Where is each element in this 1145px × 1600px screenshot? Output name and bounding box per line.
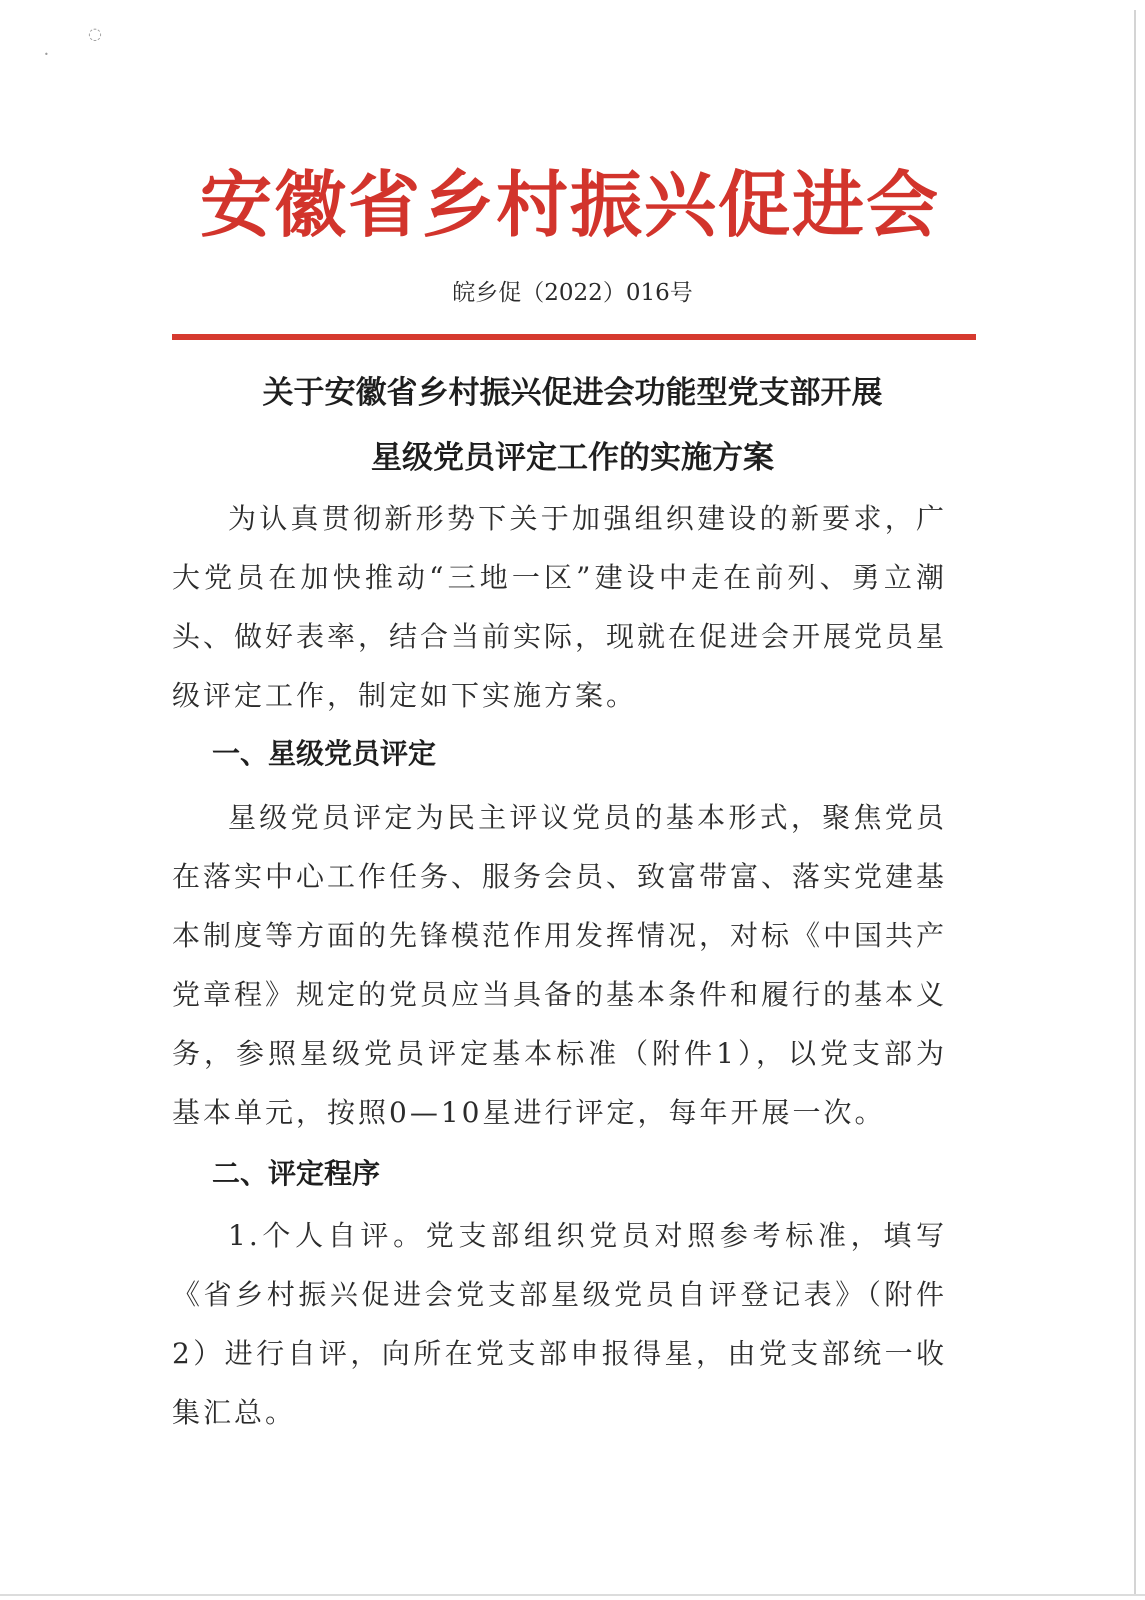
scan-speck-mark: ◌ bbox=[88, 24, 102, 43]
document-title-line-2: 星级党员评定工作的实施方案 bbox=[371, 440, 774, 476]
scan-speck-dot: • bbox=[44, 50, 49, 59]
intro-paragraph: 为认真贯彻新形势下关于加强组织建设的新要求，广大党员在加快推动“三地一区”建设中走在前列、勇立潮头、做好表率，结合当前实际，现就在促进会开展党员星级评定工作，制定如下实施方案。 bbox=[172, 502, 948, 712]
section-1-paragraph: 星级党员评定为民主评议党员的基本形式，聚焦党员在落实中心工作任务、服务会员、致富带富、落实党建基本制度等方面的先锋模范作用发挥情况，对标《中国共产党章程》规定的党员应当具备的基本条件和履行的基本义务，参照星级党员评定基本标准（附件1），以党支部为基本单元，按照0—10星进行评定，每年开展一次。 bbox=[172, 801, 948, 1129]
section-2-item-1: 1.个人自评。党支部组织党员对照参考标准，填写《省乡村振兴促进会党支部星级党员自评登记表》（附件2）进行自评，向所在党支部申报得星，由党支部统一收集汇总。 bbox=[172, 1219, 947, 1429]
section-heading-2: 二、评定程序 bbox=[212, 1157, 381, 1190]
document-title-line-1: 关于安徽省乡村振兴促进会功能型党支部开展 bbox=[262, 375, 883, 411]
organization-masthead: 安徽省乡村振兴促进会 bbox=[199, 162, 940, 247]
section-heading-1: 一、星级党员评定 bbox=[212, 737, 437, 770]
scan-bottom-edge bbox=[0, 1594, 1145, 1596]
document-number: 皖乡促（2022）016号 bbox=[452, 280, 693, 306]
scan-edge-line bbox=[1134, 10, 1136, 1595]
red-divider-rule bbox=[172, 334, 976, 340]
